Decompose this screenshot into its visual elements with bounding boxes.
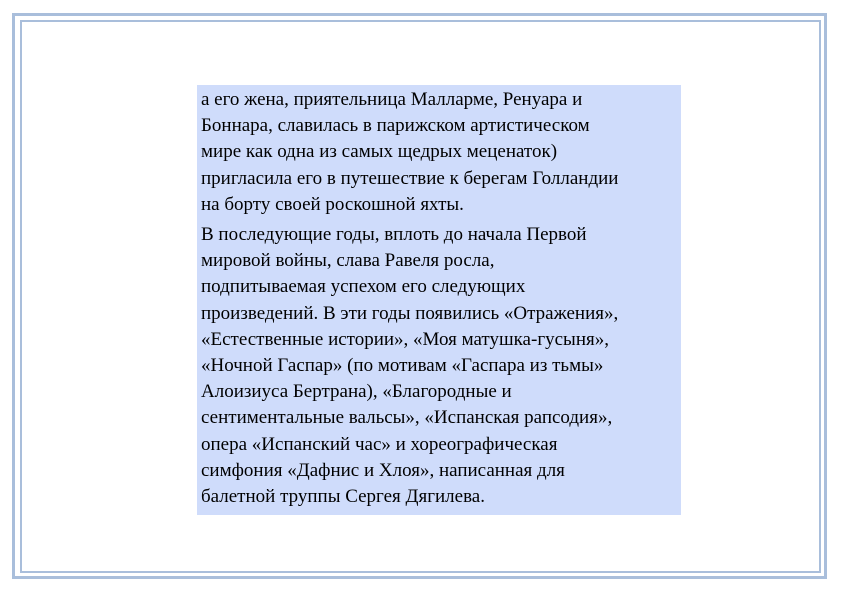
text-block [197, 85, 681, 515]
paragraph-1: а его жена, приятельница Малларме, Ренуара и Боннара, славилась в парижском артистическом мире как одна из самых щедрых меценаток) пригласила его в путешествие к берегам Голландии на борту своей роскошной яхты. [201, 89, 619, 215]
paragraph-2: В последующие годы, вплоть до начала Первой мировой войны, слава Равеля росла, подпитываемая успехом его следующих произведений. В эти годы появились «Отражения», «Естественные истории», «Моя матушка-гусыня», «Ночной Гаспар» (по мотивам «Гаспара из тьмы» Алоизиуса Бертрана), «Благородные и сентиментальные вальсы», «Испанская рапсодия», опера «Испанский час» и хореографическая симфония «Дафнис и Хлоя», написанная для балетной труппы Сергея Дягилева. [201, 224, 619, 508]
